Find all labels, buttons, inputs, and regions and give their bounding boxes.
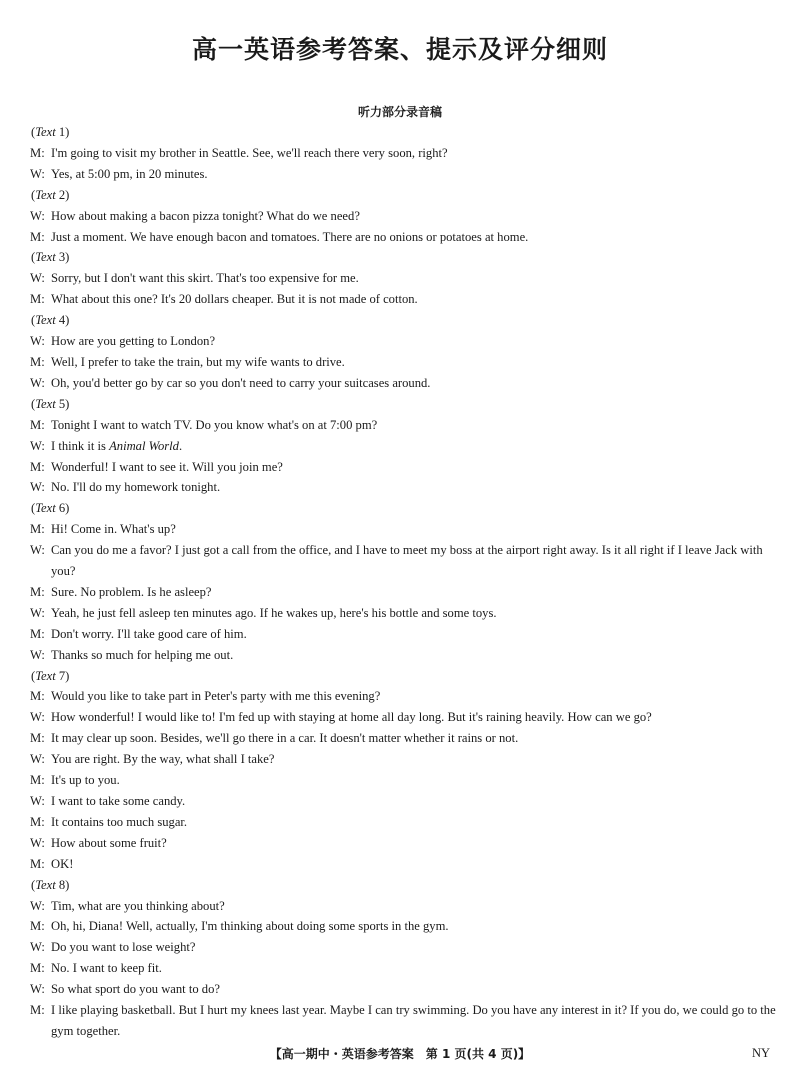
page-title: 高一英语参考答案、提示及评分细则 [191, 35, 608, 64]
speaker: M: [30, 417, 45, 432]
speaker: W: [30, 752, 45, 767]
dialogue-text: Well, I prefer to take the train, but my wife wants to drive. [51, 354, 345, 369]
speaker: M: [30, 229, 45, 244]
dialogue-line [30, 728, 782, 749]
speaker: M: [30, 354, 45, 369]
dialogue-text: Sure. No problem. Is he asleep? [51, 584, 212, 599]
dialogue-line [30, 812, 782, 833]
dialogue-text: I think it is Animal World. [51, 438, 183, 453]
dialogue-text: Yes, at 5:00 pm, in 20 minutes. [51, 166, 208, 181]
dialogue-line [30, 1000, 782, 1042]
dialogue-line [30, 791, 782, 812]
speaker: W: [30, 480, 45, 495]
speaker: W: [30, 438, 45, 453]
speaker: M: [30, 145, 45, 160]
page-footer: 【高一期中・英语参考答案 第 1 页(共 4 页)】 [269, 1047, 531, 1061]
footer-code: NY [751, 1046, 770, 1060]
dialogue-text: It's up to you. [51, 773, 120, 788]
dialogue-line [30, 624, 782, 645]
dialogue-text: OK! [51, 856, 74, 871]
text-label [30, 310, 782, 331]
dialogue-line [30, 164, 782, 185]
speaker: W: [30, 543, 45, 558]
dialogue-text: How wonderful! I would like to! I'm fed up with staying at home all day long. But it's raining heavily. How can we go? [51, 710, 652, 725]
dialogue-text: Wonderful! I want to see it. Will you join me? [51, 459, 283, 474]
dialogue-text: No. I'll do my homework tonight. [51, 480, 221, 495]
dialogue-text: So what sport do you want to do? [51, 982, 220, 997]
speaker: W: [30, 898, 45, 913]
dialogue-line [30, 331, 782, 352]
speaker: W: [30, 647, 45, 662]
speaker: M: [30, 961, 45, 976]
listening-transcript [30, 122, 782, 1042]
dialogue-text: Just a moment. We have enough bacon and tomatoes. There are no onions or potatoes at home. [51, 229, 529, 244]
dialogue-line [30, 477, 782, 498]
dialogue-text: It may clear up soon. Besides, we'll go there in a car. It doesn't matter whether it rains or not. [51, 731, 519, 746]
dialogue-line [30, 227, 782, 248]
dialogue-text: Can you do me a favor? I just got a call from the office, and I have to meet my boss at the airport right away. Is it all right if I leave Jack with you? [51, 543, 763, 579]
speaker: M: [30, 1003, 45, 1018]
dialogue-line [30, 854, 782, 875]
dialogue-line [30, 645, 782, 666]
dialogue-text: What about this one? It's 20 dollars cheaper. But it is not made of cotton. [51, 292, 418, 307]
dialogue-text: No. I want to keep fit. [51, 961, 162, 976]
dialogue-line [30, 603, 782, 624]
text-label [30, 875, 782, 896]
speaker: M: [30, 856, 45, 871]
dialogue-line [30, 833, 782, 854]
dialogue-line [30, 540, 782, 582]
dialogue-text: Hi! Come in. What's up? [51, 522, 176, 537]
dialogue-text: Yeah, he just fell asleep ten minutes ago. If he wakes up, here's his bottle and some toys. [51, 605, 497, 620]
text-label-text: (Text 4) [31, 313, 70, 328]
dialogue-line [30, 519, 782, 540]
dialogue-text: Would you like to take part in Peter's party with me this evening? [51, 689, 381, 704]
dialogue-text: How about some fruit? [51, 835, 167, 850]
text-label-text: (Text 3) [31, 250, 70, 265]
dialogue-line [30, 352, 782, 373]
speaker: M: [30, 773, 45, 788]
speaker: W: [30, 835, 45, 850]
dialogue-text: Sorry, but I don't want this skirt. That's too expensive for me. [51, 271, 359, 286]
speaker: M: [30, 459, 45, 474]
speaker: M: [30, 689, 45, 704]
speaker: M: [30, 626, 45, 641]
dialogue-line [30, 896, 782, 917]
dialogue-line [30, 770, 782, 791]
text-label [30, 394, 782, 415]
text-label [30, 498, 782, 519]
dialogue-text: I want to take some candy. [51, 794, 186, 808]
dialogue-line [30, 937, 782, 958]
dialogue-line [30, 206, 782, 227]
speaker: M: [30, 522, 45, 537]
speaker: W: [30, 166, 45, 181]
speaker: W: [30, 334, 45, 349]
speaker: W: [30, 208, 45, 223]
dialogue-line [30, 436, 782, 457]
dialogue-line [30, 373, 782, 394]
dialogue-line [30, 143, 782, 164]
dialogue-text: Oh, hi, Diana! Well, actually, I'm thinking about doing some sports in the gym. [51, 919, 449, 934]
section-heading: 听力部分录音稿 [357, 105, 442, 119]
dialogue-text: Tim, what are you thinking about? [51, 898, 225, 913]
dialogue-text: You are right. By the way, what shall I take? [51, 752, 275, 767]
dialogue-line [30, 958, 782, 979]
dialogue-text: Oh, you'd better go by car so you don't need to carry your suitcases around. [51, 375, 431, 390]
text-label-text: (Text 7) [31, 668, 70, 683]
dialogue-line [30, 289, 782, 310]
speaker: M: [30, 731, 45, 746]
text-label-text: (Text 5) [31, 396, 70, 411]
dialogue-text: Tonight I want to watch TV. Do you know what's on at 7:00 pm? [51, 417, 378, 432]
speaker: M: [30, 919, 45, 934]
speaker: W: [30, 375, 45, 390]
dialogue-line [30, 749, 782, 770]
dialogue-line [30, 582, 782, 603]
speaker: W: [30, 794, 45, 808]
speaker: W: [30, 982, 45, 997]
text-label [30, 122, 782, 143]
dialogue-text: Do you want to lose weight? [51, 940, 196, 955]
speaker: M: [30, 814, 45, 829]
dialogue-line [30, 415, 782, 436]
dialogue-text: It contains too much sugar. [51, 814, 188, 829]
dialogue-text: I like playing basketball. But I hurt my knees last year. Maybe I can try swimming. Do you have any interest in it? If you do, we could go to the gym together. [51, 1003, 776, 1038]
text-label [30, 247, 782, 268]
text-label-text: (Text 6) [31, 501, 70, 516]
speaker: M: [30, 584, 45, 599]
text-label [30, 666, 782, 687]
speaker: W: [30, 710, 45, 725]
dialogue-text: How are you getting to London? [51, 334, 216, 349]
dialogue-text: How about making a bacon pizza tonight? What do we need? [51, 208, 360, 223]
dialogue-line [30, 916, 782, 937]
dialogue-line [30, 979, 782, 1000]
dialogue-line [30, 457, 782, 478]
dialogue-text: Thanks so much for helping me out. [51, 647, 234, 662]
speaker: M: [30, 292, 45, 307]
dialogue-line [30, 707, 782, 728]
dialogue-line [30, 268, 782, 289]
speaker: W: [30, 605, 45, 620]
dialogue-text: Don't worry. I'll take good care of him. [51, 626, 247, 641]
text-label-text: (Text 1) [31, 125, 70, 139]
text-label-text: (Text 2) [31, 187, 70, 202]
dialogue-line [30, 686, 782, 707]
speaker: W: [30, 940, 45, 955]
speaker: W: [30, 271, 45, 286]
text-label-text: (Text 8) [31, 877, 70, 892]
dialogue-text: I'm going to visit my brother in Seattle. See, we'll reach there very soon, right? [51, 145, 448, 160]
text-label [30, 185, 782, 206]
